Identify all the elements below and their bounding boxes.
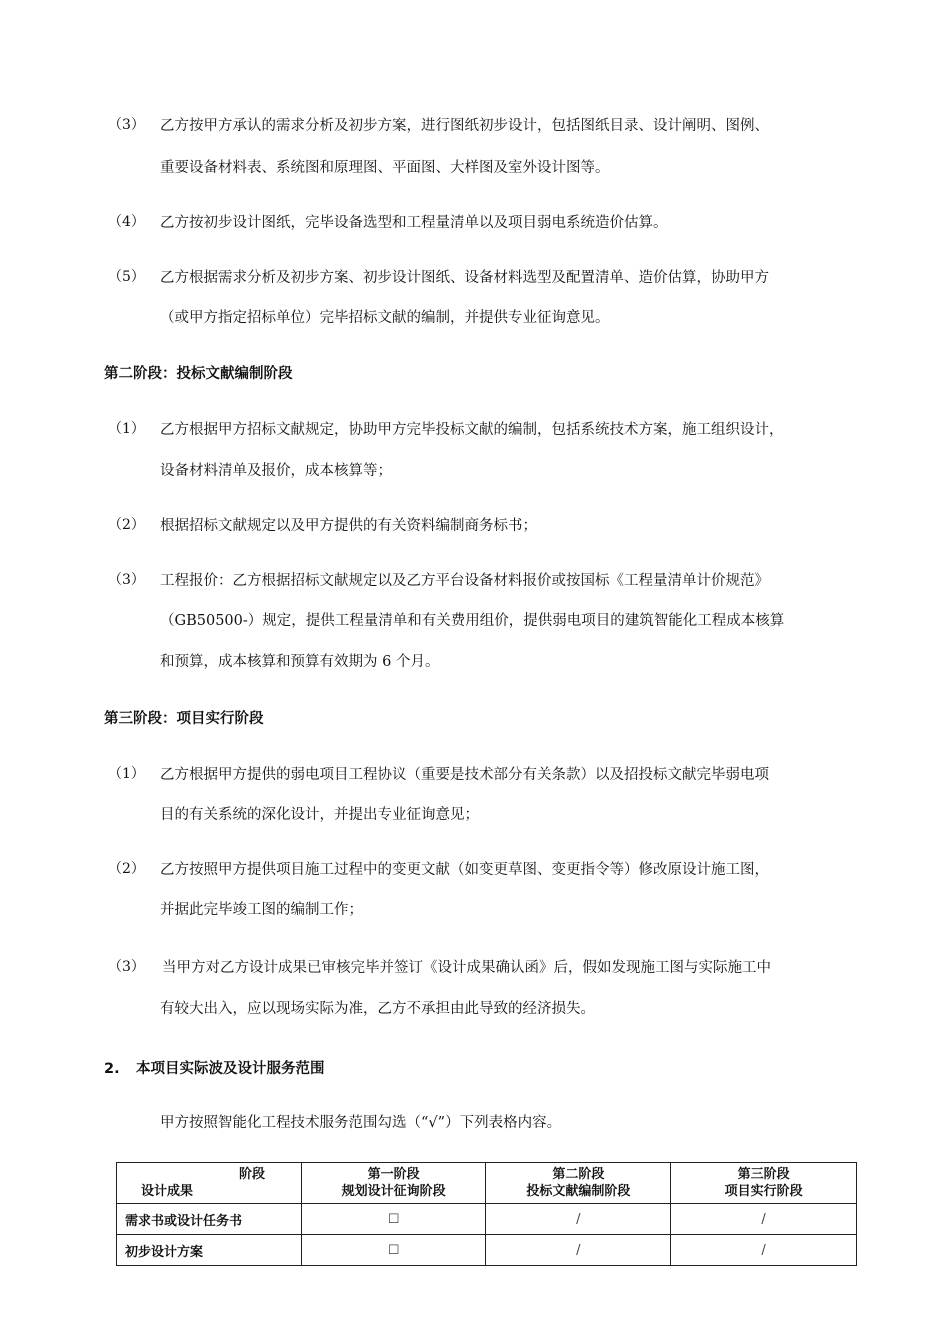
section-2-heading	[104, 1057, 325, 1078]
slash-mark: /	[576, 1211, 581, 1227]
service-scope-table	[116, 1162, 857, 1266]
column-header-line1: 第三阶段	[737, 1167, 790, 1182]
table-cell	[486, 1204, 671, 1235]
column-header-stage1	[301, 1163, 486, 1204]
item-number: （1）	[108, 421, 145, 437]
table-header-row	[117, 1163, 857, 1204]
corner-top-label: 阶段	[239, 1167, 266, 1182]
table-cell	[671, 1235, 857, 1266]
table-cell	[671, 1204, 857, 1235]
section-title: 本项目实际波及设计服务范围	[136, 1061, 325, 1077]
item-number: （2）	[108, 517, 145, 533]
item-text-line: 有较大出入，应以现场实际为准，乙方不承担由此导致的经济损失。	[160, 1001, 595, 1017]
item-number: （4）	[108, 214, 145, 230]
column-header-line2: 规划设计征询阶段	[341, 1184, 446, 1199]
slash-mark: /	[761, 1211, 766, 1227]
corner-bottom-label: 设计成果	[141, 1184, 194, 1199]
slash-mark: /	[761, 1242, 766, 1258]
item-text-line: 设备材料清单及报价，成本核算等；	[160, 463, 392, 479]
column-header-line2: 项目实行阶段	[724, 1184, 803, 1199]
checkbox-icon[interactable]: ☐	[387, 1211, 400, 1227]
table-row	[117, 1235, 857, 1266]
item-text-line: 当甲方对乙方设计成果已审核完毕并签订《设计成果确认函》后，假如发现施工图与实际施工中	[162, 960, 771, 976]
item-number: （1）	[108, 766, 145, 782]
item-text-line: 并据此完毕竣工图的编制工作；	[160, 902, 363, 918]
item-number: （3）	[108, 959, 145, 975]
item-text-line: 和预算，成本核算和预算有效期为 6 个月。	[160, 654, 440, 670]
slash-mark: /	[576, 1242, 581, 1258]
item-text-line: 乙方按照甲方提供项目施工过程中的变更文献（如变更草图、变更指令等）修改原设计施工图，	[160, 862, 769, 878]
item-text-line: 根据招标文献规定以及甲方提供的有关资料编制商务标书；	[160, 518, 537, 534]
item-text-line: 乙方按初步设计图纸，完毕设备选型和工程量清单以及项目弱电系统造价估算。	[160, 215, 668, 231]
table-corner-cell	[117, 1163, 302, 1204]
row-label: 需求书或设计任务书	[117, 1204, 302, 1235]
table-row	[117, 1204, 857, 1235]
item-text-line: 工程报价：乙方根据招标文献规定以及乙方平台设备材料报价或按国标《工程量清单计价规范》	[160, 573, 769, 589]
checkbox-icon[interactable]: ☐	[387, 1242, 400, 1258]
section-number: 2.	[104, 1061, 120, 1077]
item-text-line: 乙方根据甲方提供的弱电项目工程协议（重要是技术部分有关条款）以及招投标文献完毕弱电项	[160, 767, 769, 783]
column-header-line1: 第一阶段	[367, 1167, 420, 1182]
item-number: （2）	[108, 861, 145, 877]
item-number: （3）	[108, 117, 145, 133]
item-text-line: 重要设备材料表、系统图和原理图、平面图、大样图及室外设计图等。	[160, 160, 610, 176]
item-text-line: 乙方根据甲方招标文献规定，协助甲方完毕投标文献的编制，包括系统技术方案，施工组织设计，	[160, 422, 784, 438]
item-text-line: 目的有关系统的深化设计，并提出专业征询意见；	[160, 807, 479, 823]
stage1-checkbox[interactable]	[301, 1204, 486, 1235]
stage1-checkbox[interactable]	[301, 1235, 486, 1266]
table-cell	[486, 1235, 671, 1266]
row-label: 初步设计方案	[117, 1235, 302, 1266]
item-number: （3）	[108, 572, 145, 588]
item-number: （5）	[108, 269, 145, 285]
column-header-line1: 第二阶段	[552, 1167, 605, 1182]
stage2-heading: 第二阶段：投标文献编制阶段	[104, 366, 293, 382]
item-text-line: （或甲方指定招标单位）完毕招标文献的编制，并提供专业征询意见。	[160, 310, 610, 326]
column-header-stage2	[486, 1163, 671, 1204]
section-2-intro: 甲方按照智能化工程技术服务范围勾选（“√”）下列表格内容。	[160, 1115, 562, 1131]
column-header-line2: 投标文献编制阶段	[526, 1184, 631, 1199]
column-header-stage3	[671, 1163, 857, 1204]
item-text-line: 乙方按甲方承认的需求分析及初步方案，进行图纸初步设计，包括图纸目录、设计阐明、图例、	[160, 118, 769, 134]
item-text-line: （GB50500-）规定，提供工程量清单和有关费用组价，提供弱电项目的建筑智能化工程成本核算	[160, 613, 785, 629]
item-text-line: 乙方根据需求分析及初步方案、初步设计图纸、设备材料选型及配置清单、造价估算，协助甲方	[160, 270, 769, 286]
stage3-heading: 第三阶段：项目实行阶段	[104, 711, 264, 727]
